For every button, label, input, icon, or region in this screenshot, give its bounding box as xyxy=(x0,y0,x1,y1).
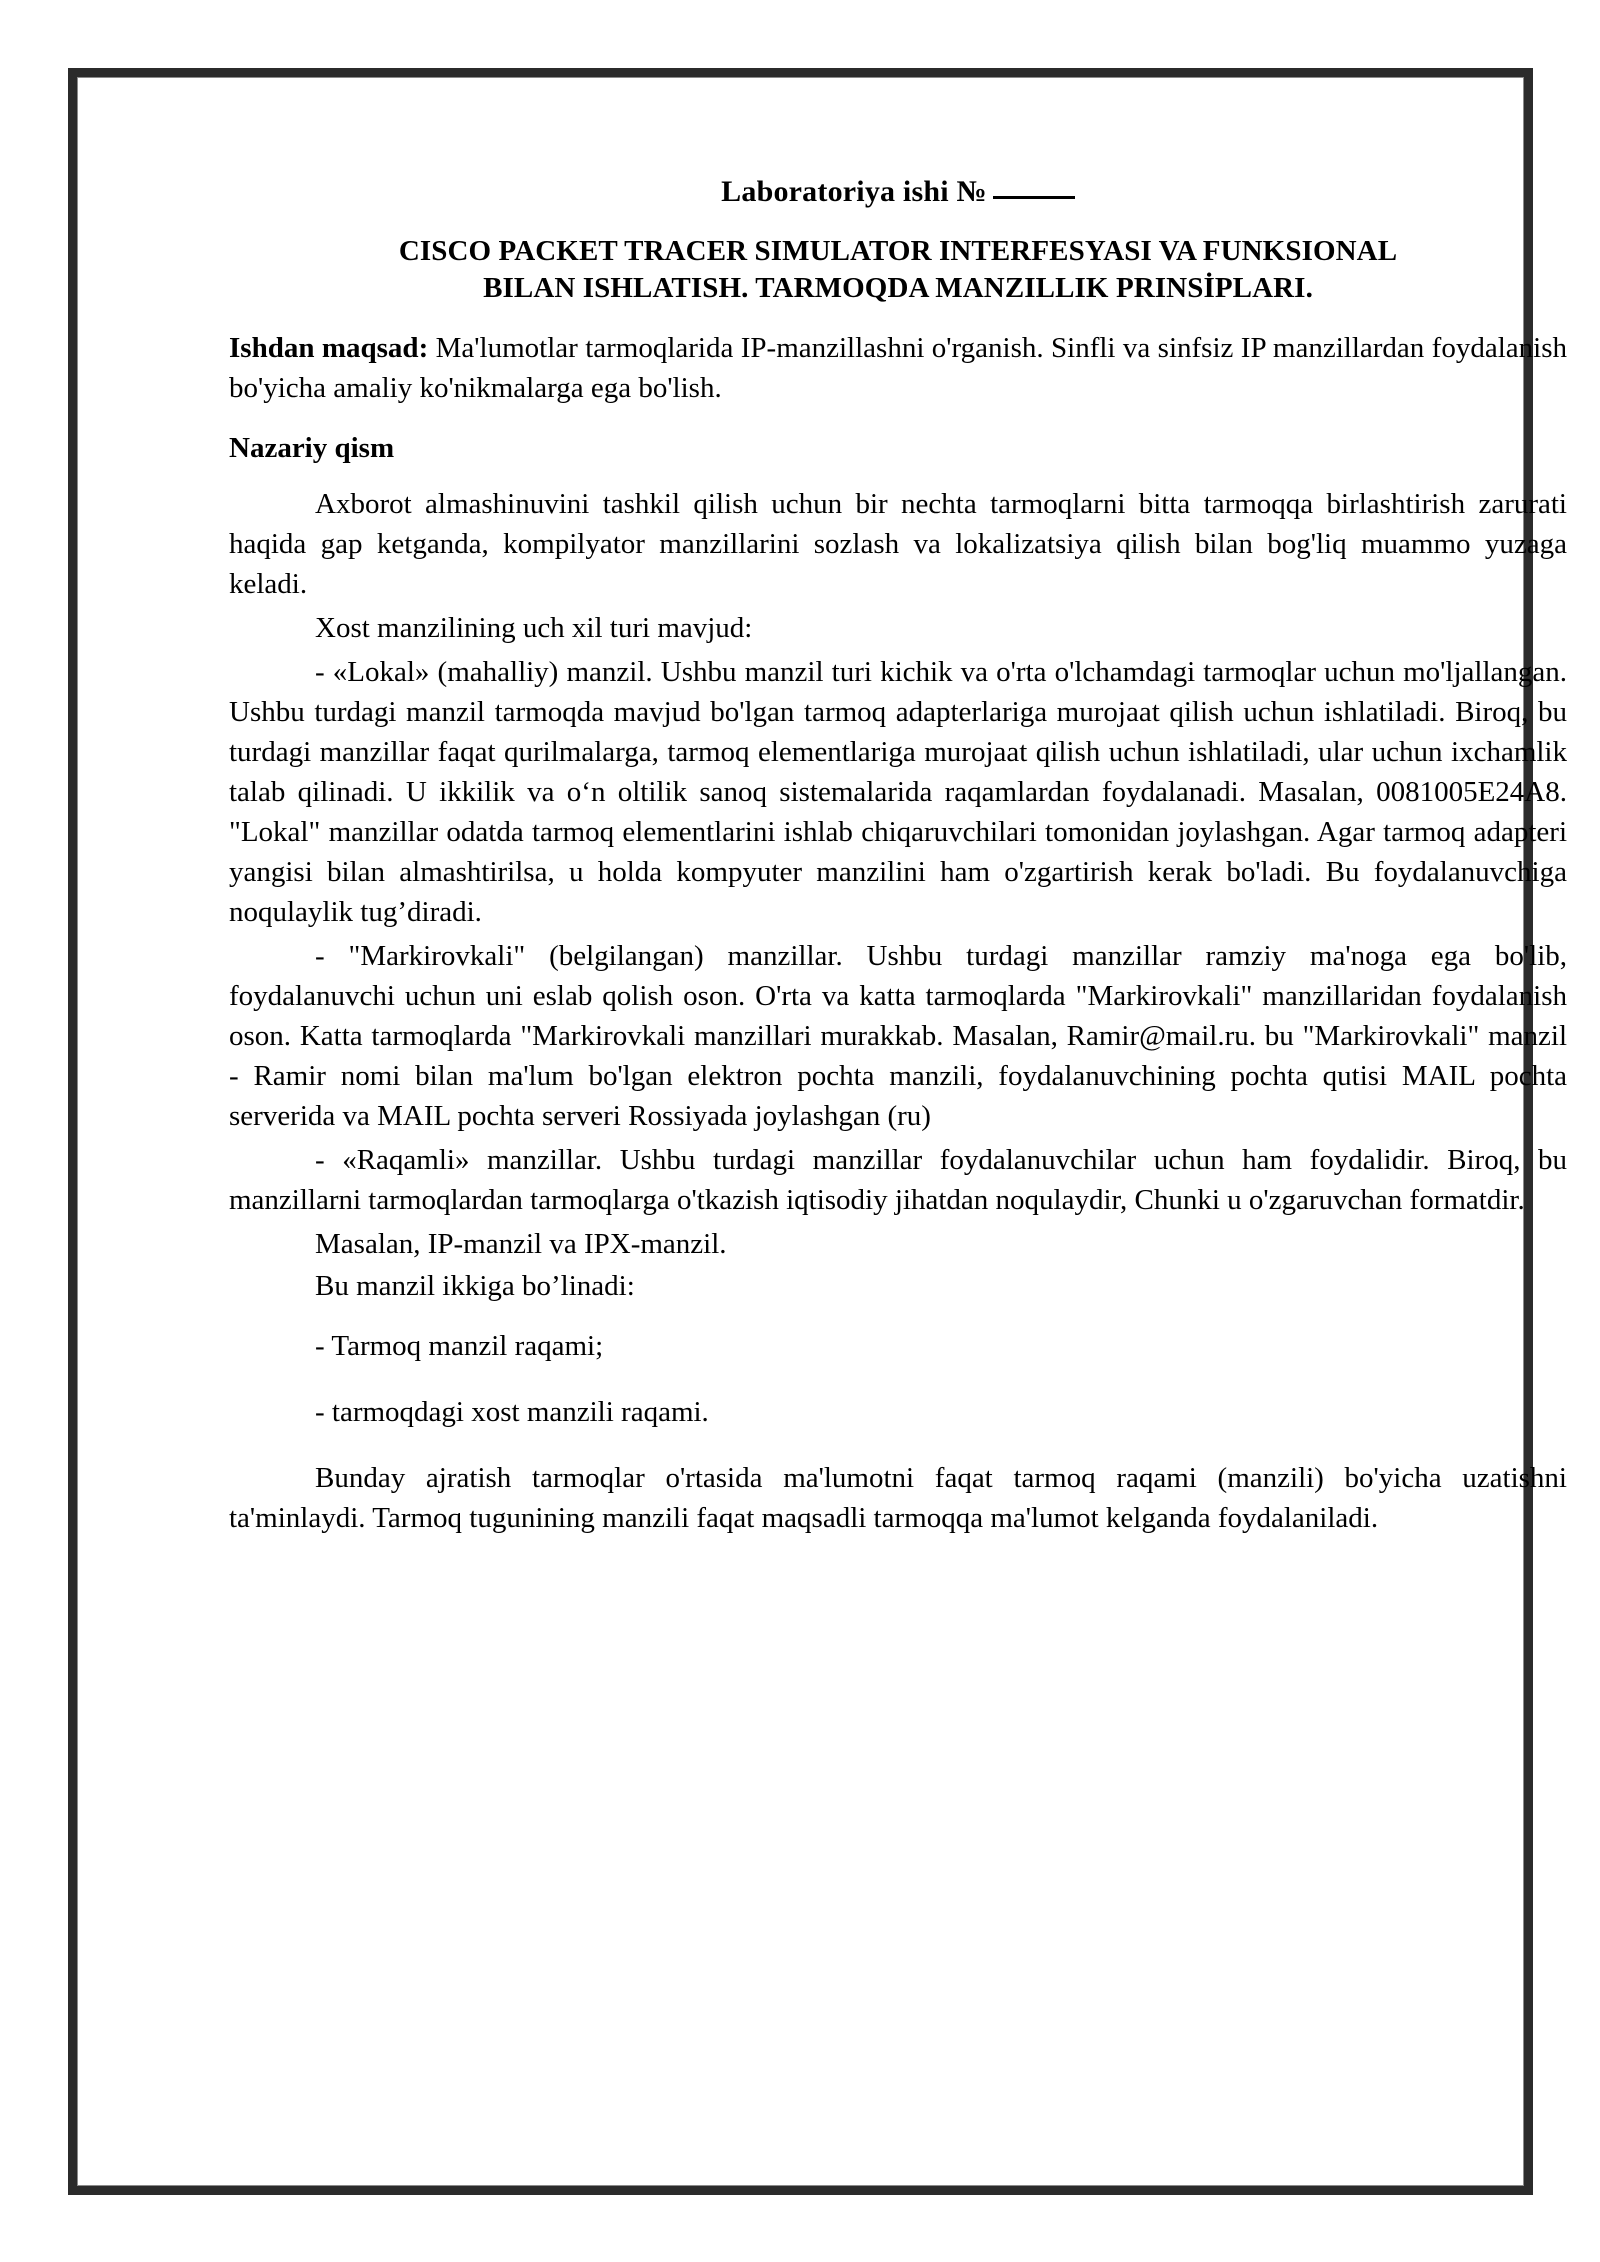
paragraph-4-markirovkali: - "Markirovkali" (belgilangan) manzillar. Ushbu turdagi manzillar ramziy ma'noga ega bo'lib, foydalanuvchi uchun uni eslab qolish oson. O'rta va katta tarmoqlarda "Markirovkali" manzillaridan foydalanish oson. Katta tarmoqlarda "Markirovkali manzillari murakkab. Masalan, Ramir@mail.ru. bu "Markirovkali" manzil - Ramir nomi bilan ma'lum bo'lgan elektron pochta manzili, foydalanuvchining pochta qutisi MAIL pochta serverida va MAIL pochta serveri Rossiyada joylashgan (ru) xyxy=(229,939,1567,1132)
page-title: CISCO PACKET TRACER SIMULATOR INTERFESYASI VA FUNKSIONAL BILAN ISHLATISH. TARMOQDA MANZILLIK PRINSİPLARI. xyxy=(398,234,1398,305)
paragraph-2: Xost manzilining uch xil turi mavjud: xyxy=(315,611,753,644)
paragraph-3-lokal: - «Lokal» (mahalliy) manzil. Ushbu manzil turi kichik va o'rta o'lchamdagi tarmoqlar uchun mo'ljallangan. Ushbu turdagi manzil tarmoqda mavjud bo'lgan tarmoq adapterlariga murojaat qilish uchun ishlatiladi. Biroq, bu turdagi manzillar faqat qurilmalarga, tarmoq elementlariga murojaat qilish uchun ishlatiladi, ular uchun ixchamlik talab qilinadi. U ikkilik va oʻn oltilik sanoq sistemalarida raqamlardan foydalanadi. Masalan, 0081005E24A8. "Lokal" manzillar odatda tarmoq elementlarini ishlab chiqaruvchilari tomonidan joylashgan. Agar tarmoq adapteri yangisi bilan almashtirilsa, u holda kompyuter manzilini ham o'zgartirish kerak bo'ladi. Bu foydalanuvchiga noqulaylik tug’diradi. xyxy=(229,655,1567,928)
paragraph-7-split: Bu manzil ikkiga bo’linadi: xyxy=(315,1269,635,1302)
section-heading-theory: Nazariy qism xyxy=(229,431,395,464)
page-border-frame xyxy=(68,68,1567,2195)
list-item-host-number: - tarmoqdagi xost manzili raqami. xyxy=(315,1395,709,1428)
paragraph-5-raqamli: - «Raqamli» manzillar. Ushbu turdagi manzillar foydalanuvchilar uchun ham foydalidir. Biroq, bu manzillarni tarmoqlardan tarmoqlarga o'tkazish iqtisodiy jihatdan noqulaydir, Chunki u o'zgaruvchan formatdir. xyxy=(229,1143,1567,1216)
lab-work-heading xyxy=(229,173,1567,211)
lab-number-blank xyxy=(993,196,1075,199)
purpose-text: Ma'lumotlar tarmoqlarida IP-manzillashni o'rganish. Sinfli va sinfsiz IP manzillardan foydalanish bo'yicha amaliy ko'nikmalarga ega bo'lish. xyxy=(229,331,1567,404)
paragraph-10-conclusion: Bunday ajratish tarmoqlar o'rtasida ma'lumotni faqat tarmoq raqami (manzili) bo'yicha uzatishni ta'minlaydi. Tarmoq tugunining manzili faqat maqsadli tarmoqqa ma'lumot kelganda foydalaniladi. xyxy=(229,1461,1567,1534)
lab-work-heading-text: Laboratoriya ishi № xyxy=(721,175,987,208)
purpose-paragraph xyxy=(229,328,1567,408)
document-content xyxy=(229,173,1567,1542)
paragraph-1: Axborot almashinuvini tashkil qilish uchun bir nechta tarmoqlarni bitta tarmoqqa birlashtirish zarurati haqida gap ketganda, kompilyator manzillarini sozlash va lokalizatsiya qilish bilan bog'liq muammo yuzaga keladi. xyxy=(229,487,1567,600)
list-item-network-number: - Tarmoq manzil raqami; xyxy=(315,1329,604,1362)
purpose-label: Ishdan maqsad: xyxy=(229,331,429,364)
paragraph-6-example: Masalan, IP-manzil va IPX-manzil. xyxy=(315,1227,727,1260)
